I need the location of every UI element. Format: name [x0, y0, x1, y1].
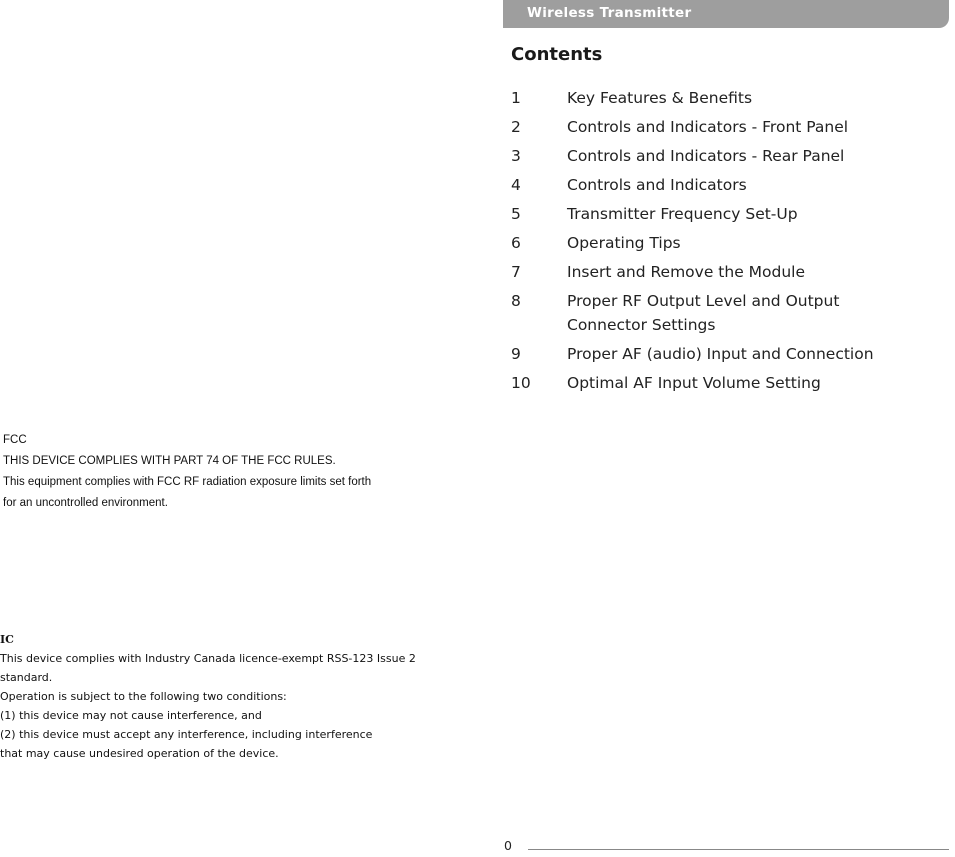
toc-item-label: Operating Tips — [567, 234, 681, 252]
toc-item-4[interactable] — [511, 173, 941, 197]
table-of-contents — [511, 86, 941, 395]
fcc-title: FCC — [3, 434, 27, 446]
fcc-line: for an uncontrolled environment. — [3, 497, 168, 509]
footer-rule — [528, 849, 949, 850]
toc-item-7[interactable] — [511, 260, 941, 284]
toc-item-8[interactable] — [511, 289, 941, 337]
toc-item-number: 3 — [511, 147, 521, 165]
ic-line: Operation is subject to the following two conditions: — [0, 690, 287, 703]
ic-line: This device complies with Industry Canada licence-exempt RSS-123 Issue 2 — [0, 652, 416, 665]
toc-item-2[interactable] — [511, 115, 941, 139]
toc-item-6[interactable] — [511, 231, 941, 255]
toc-item-label: Insert and Remove the Module — [567, 263, 806, 281]
toc-item-10[interactable] — [511, 371, 941, 395]
toc-item-3[interactable] — [511, 144, 941, 168]
page-number: 0 — [504, 838, 512, 853]
toc-item-label: Proper RF Output Level and Output Connector Settings — [567, 292, 840, 334]
toc-item-label: Key Features & Benefits — [567, 89, 753, 107]
toc-item-number: 8 — [511, 292, 521, 310]
ic-line: (1) this device may not cause interference, and — [0, 709, 262, 722]
toc-item-label: Controls and Indicators - Front Panel — [567, 118, 849, 136]
toc-item-label: Controls and Indicators - Rear Panel — [567, 147, 845, 165]
toc-item-number: 2 — [511, 118, 521, 136]
fcc-line: This equipment complies with FCC RF radiation exposure limits set forth — [3, 476, 372, 488]
ic-line: standard. — [0, 671, 53, 684]
toc-item-9[interactable] — [511, 342, 941, 366]
toc-item-5[interactable] — [511, 202, 941, 226]
toc-item-number: 4 — [511, 176, 521, 194]
fcc-line: THIS DEVICE COMPLIES WITH PART 74 OF THE FCC RULES. — [3, 455, 336, 467]
toc-item-number: 5 — [511, 205, 521, 223]
toc-item-number: 10 — [511, 374, 531, 392]
toc-item-number: 7 — [511, 263, 521, 281]
toc-item-label: Optimal AF Input Volume Setting — [567, 374, 821, 392]
toc-item-label: Proper AF (audio) Input and Connection — [567, 345, 874, 363]
header-tab — [503, 0, 949, 28]
ic-line: that may cause undesired operation of the device. — [0, 747, 279, 760]
toc-item-label: Transmitter Frequency Set-Up — [567, 205, 798, 223]
header-title: Wireless Transmitter — [527, 5, 692, 21]
toc-item-label: Controls and Indicators — [567, 176, 747, 194]
toc-item-1[interactable] — [511, 86, 941, 110]
toc-item-number: 9 — [511, 345, 521, 363]
toc-item-number: 6 — [511, 234, 521, 252]
ic-line: (2) this device must accept any interference, including interference — [0, 728, 373, 741]
contents-heading: Contents — [511, 44, 603, 65]
fcc-statement — [3, 430, 473, 514]
ic-statement — [0, 630, 480, 763]
ic-title: IC — [0, 633, 14, 646]
toc-item-number: 1 — [511, 89, 521, 107]
